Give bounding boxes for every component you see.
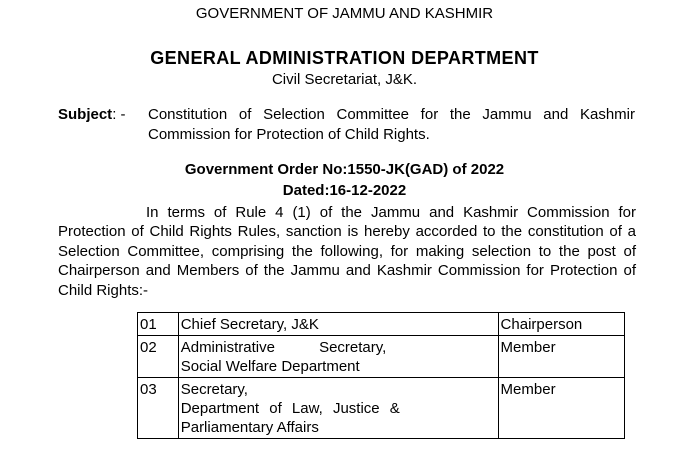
member-line: Department of Law, Justice & <box>180 400 400 417</box>
subject-text: Constitution of Selection Committee for the Jammu and Kashmir Commission for Protection of Child Rights. <box>148 106 635 143</box>
member-line: Social Welfare Department <box>180 358 360 375</box>
subject-label: Subject <box>58 106 113 123</box>
table-row <box>138 336 625 378</box>
table-row <box>138 378 625 439</box>
member-line: Chief Secretary, J&K <box>180 316 319 333</box>
row-number: 01 <box>138 313 179 336</box>
member-line: Secretary, <box>180 381 248 398</box>
table-row <box>138 313 625 336</box>
subject-label-group <box>58 105 126 125</box>
role-cell: Member <box>498 336 624 378</box>
role-cell: Member <box>498 378 624 439</box>
row-number: 02 <box>138 336 179 378</box>
committee-table <box>137 312 625 439</box>
order-number: Government Order No:1550-JK(GAD) of 2022 <box>184 161 505 178</box>
department-heading: GENERAL ADMINISTRATION DEPARTMENT <box>150 48 539 68</box>
order-body-paragraph: In terms of Rule 4 (1) of the Jammu and Kashmir Commission for Protection of Child Rights Rules, sanction is hereby accorded to the constitution of a Selection Committee, comprising the following, for making selection to the post of Chairperson and Members of the Jammu and Kashmir Commission for Protection of Child Rights:- <box>58 204 636 299</box>
member-cell <box>178 336 498 378</box>
government-heading: GOVERNMENT OF JAMMU AND KASHMIR <box>195 5 494 22</box>
role-cell: Chairperson <box>498 313 624 336</box>
member-line: Administrative Secretary, <box>180 339 387 356</box>
member-cell <box>178 313 498 336</box>
order-date: Dated:16-12-2022 <box>282 182 407 199</box>
secretariat-line: Civil Secretariat, J&K. <box>271 71 418 88</box>
member-line: Parliamentary Affairs <box>180 419 319 436</box>
subject-separator: : - <box>112 106 126 123</box>
member-cell <box>178 378 498 439</box>
row-number: 03 <box>138 378 179 439</box>
